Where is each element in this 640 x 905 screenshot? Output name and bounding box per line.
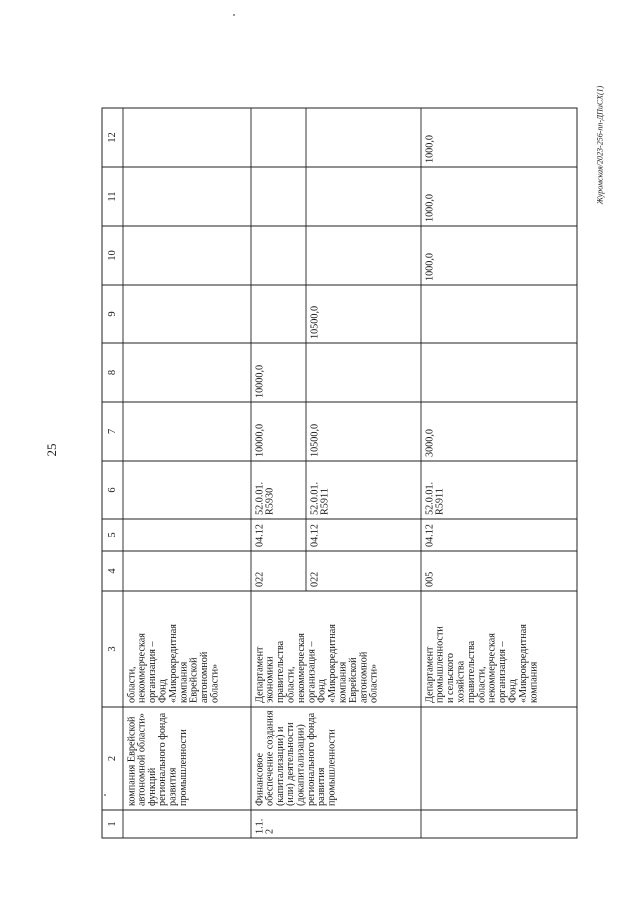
responsible-executor-cell: области, bbox=[285, 666, 297, 703]
value-cell-col-4: 022 bbox=[254, 571, 266, 587]
value-cell-col-8: 10000,0 bbox=[254, 364, 266, 398]
responsible-executor-cell: некоммерческая bbox=[295, 633, 307, 703]
value-cell-col-6: R5930 bbox=[264, 487, 276, 515]
column-header-2: 2 bbox=[107, 755, 118, 762]
row-number-cell: 2 bbox=[264, 828, 276, 834]
column-header-11: 11 bbox=[107, 191, 118, 202]
column-header-1: 1 bbox=[107, 821, 118, 827]
responsible-executor-cell: Еврейской bbox=[188, 657, 200, 703]
responsible-executor-cell: некоммерческая bbox=[486, 633, 498, 703]
responsible-executor-cell: автономной bbox=[199, 651, 211, 703]
value-cell-col-7: 3000,0 bbox=[424, 428, 436, 457]
event-name-cell: (капитализации) и bbox=[274, 726, 286, 806]
column-header-4: 4 bbox=[107, 568, 118, 574]
responsible-executor-cell: промышленности bbox=[434, 626, 446, 703]
column-header-8: 8 bbox=[107, 369, 118, 376]
value-cell-col-10: 1000,0 bbox=[424, 252, 436, 281]
table-frame bbox=[102, 108, 577, 838]
event-name-cell: промышленности bbox=[326, 729, 338, 806]
event-name-cell: автономной области» bbox=[136, 713, 148, 806]
event-name-cell: функций bbox=[146, 767, 158, 806]
responsible-executor-cell: Департамент bbox=[254, 646, 266, 703]
responsible-executor-cell: автономной bbox=[358, 651, 370, 703]
responsible-executor-cell: компания bbox=[178, 661, 190, 703]
column-header-3: 3 bbox=[107, 646, 118, 652]
column-header-10: 10 bbox=[107, 250, 118, 261]
responsible-executor-cell: хозяйства bbox=[455, 660, 467, 703]
value-cell-col-4: 005 bbox=[424, 571, 436, 587]
event-name-cell: (или) деятельности bbox=[285, 722, 297, 806]
responsible-executor-cell: области, bbox=[476, 666, 488, 703]
event-name-cell: развития bbox=[316, 767, 328, 806]
value-cell-col-4: 022 bbox=[309, 571, 321, 587]
responsible-executor-cell: организация – bbox=[497, 641, 509, 703]
event-name-cell: развития bbox=[167, 767, 179, 806]
responsible-executor-cell: организация – bbox=[147, 641, 159, 703]
column-header-5: 5 bbox=[107, 532, 118, 538]
value-cell-col-6: 52.0.01. bbox=[309, 481, 321, 515]
value-cell-col-6: 52.0.01. bbox=[254, 481, 266, 515]
responsible-executor-cell: «Микрокредитная bbox=[517, 624, 529, 703]
responsible-executor-cell: Фонд bbox=[316, 679, 328, 703]
column-header-12: 12 bbox=[107, 132, 118, 143]
column-header-9: 9 bbox=[107, 311, 118, 317]
value-cell-col-5: 04.12 bbox=[424, 524, 436, 547]
responsible-executor-cell: Фонд bbox=[157, 679, 169, 703]
column-header-7: 7 bbox=[107, 428, 118, 435]
value-cell-col-6: R5911 bbox=[434, 488, 446, 515]
responsible-executor-cell: области» bbox=[209, 663, 221, 703]
value-cell-col-11: 1000,0 bbox=[424, 193, 436, 222]
responsible-executor-cell: Фонд bbox=[507, 679, 519, 703]
value-cell-col-9: 10500,0 bbox=[309, 305, 321, 339]
event-name-cell: (докапитализации) bbox=[295, 724, 307, 806]
row-number-cell: 1.1. bbox=[254, 818, 266, 834]
value-cell-col-5: 04.12 bbox=[309, 524, 321, 547]
responsible-executor-cell: организация – bbox=[306, 641, 318, 703]
responsible-executor-cell: и сельского bbox=[445, 653, 457, 703]
responsible-executor-cell: Еврейской bbox=[347, 657, 359, 703]
value-cell-col-7: 10500,0 bbox=[309, 423, 321, 457]
event-name-cell: регионального фонда bbox=[305, 712, 317, 806]
responsible-executor-cell: «Микрокредитная bbox=[167, 624, 179, 703]
event-name-cell: промышленности bbox=[177, 729, 189, 806]
value-cell-col-6: R5911 bbox=[319, 488, 331, 515]
event-name-cell: обеспечение создания bbox=[264, 710, 276, 806]
value-cell-col-6: 52.0.01. bbox=[424, 481, 436, 515]
responsible-executor-cell: некоммерческая bbox=[136, 633, 148, 703]
responsible-executor-cell: компания bbox=[337, 661, 349, 703]
event-name-cell: компания Еврейской bbox=[126, 716, 138, 806]
value-cell-col-12: 1000,0 bbox=[424, 134, 436, 163]
document-footer: Журомская/2023-256-пп-ДПиСХ(1) bbox=[595, 85, 605, 205]
responsible-executor-cell: области, bbox=[126, 666, 138, 703]
column-header-6: 6 bbox=[107, 487, 118, 493]
responsible-executor-cell: экономики bbox=[264, 656, 276, 703]
value-cell-col-7: 10000,0 bbox=[254, 423, 266, 457]
value-cell-col-5: 04.12 bbox=[254, 524, 266, 547]
responsible-executor-cell: области» bbox=[368, 663, 380, 703]
responsible-executor-cell: правительства bbox=[275, 640, 287, 703]
responsible-executor-cell: правительства bbox=[465, 640, 477, 703]
responsible-executor-cell: «Микрокредитная bbox=[327, 624, 339, 703]
page-number: 25 bbox=[44, 443, 59, 457]
responsible-executor-cell: Департамент bbox=[424, 646, 436, 703]
responsible-executor-cell: компания bbox=[528, 661, 540, 703]
event-name-cell: регионального фонда bbox=[157, 712, 169, 806]
event-name-cell: Финансовое bbox=[254, 752, 266, 806]
